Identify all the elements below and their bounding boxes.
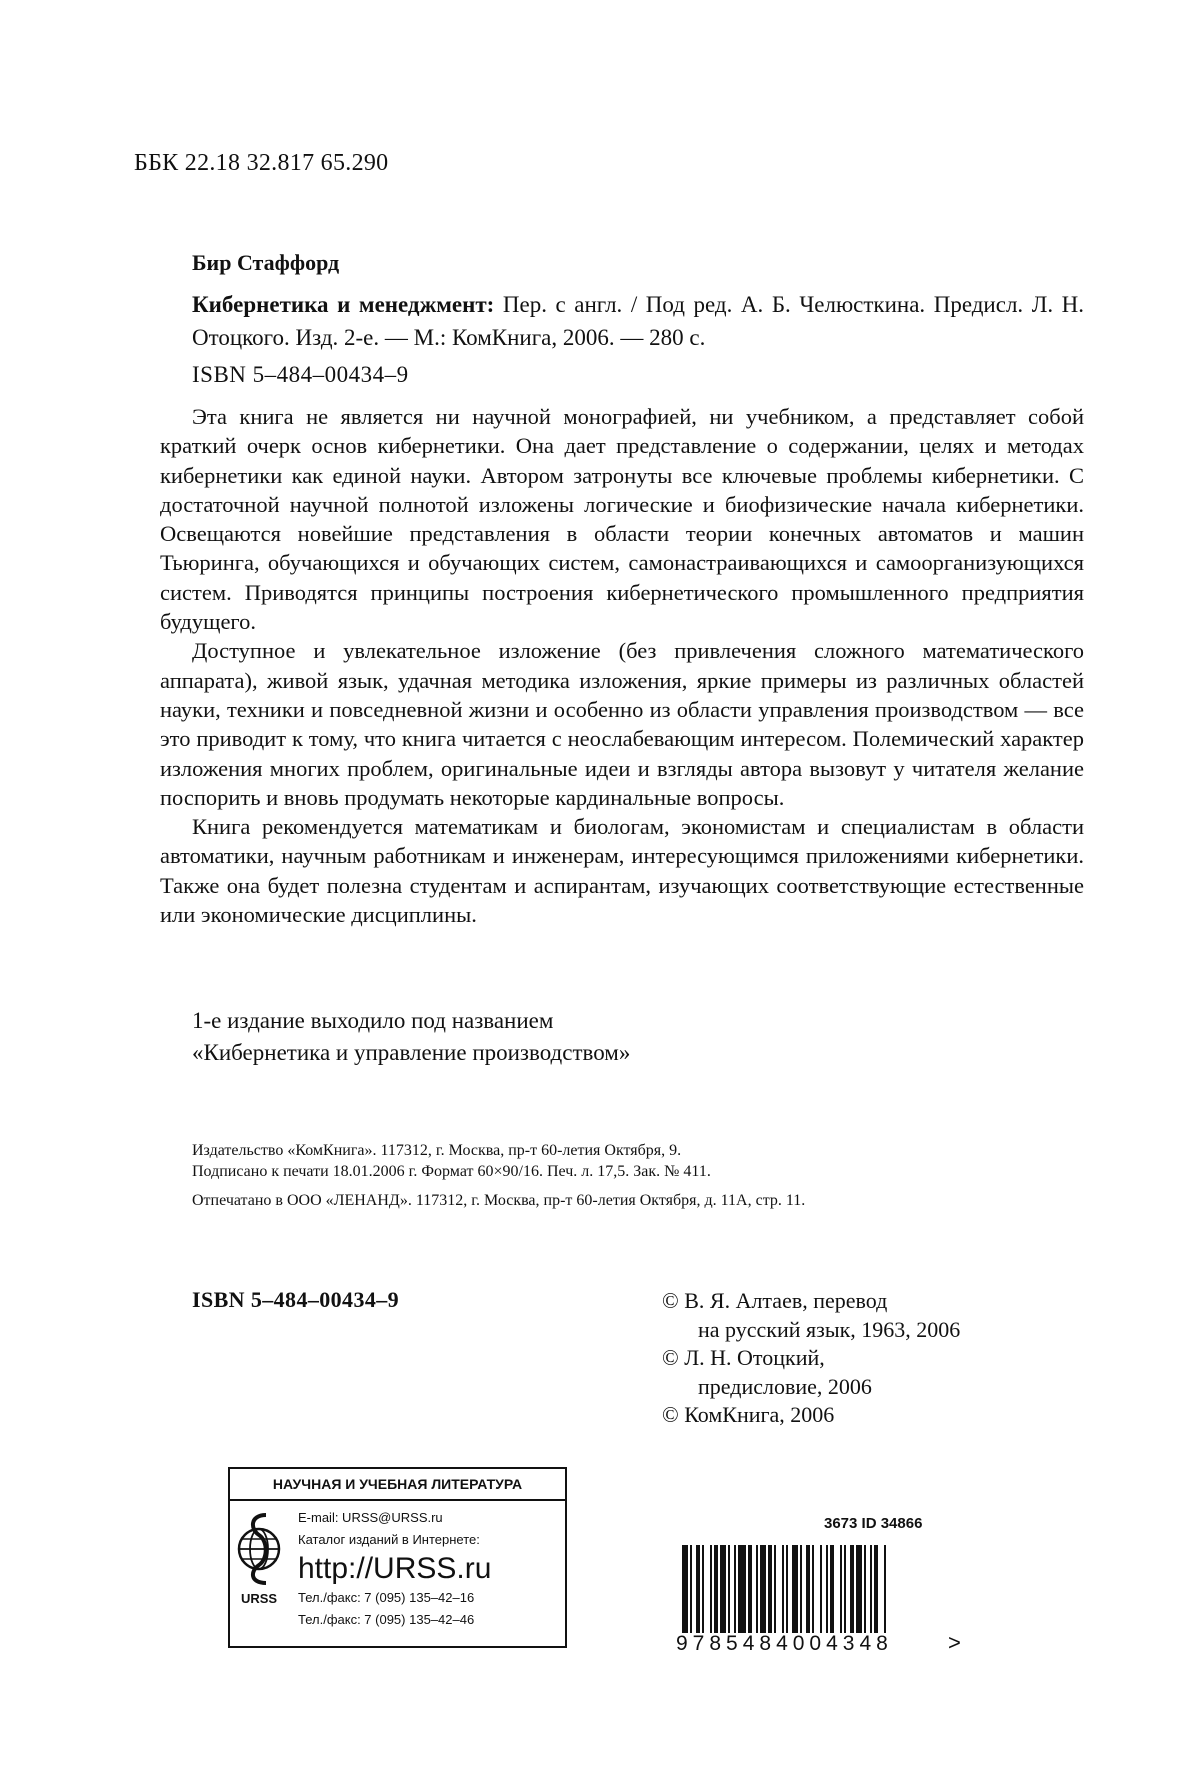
- urss-box-header: НАУЧНАЯ И УЧЕБНАЯ ЛИТЕРАТУРА: [230, 1469, 565, 1501]
- barcode-bar: [696, 1545, 700, 1633]
- abstract-paragraph: Доступное и увлекательное изложение (без привлечения сложного математического аппарата), живой язык, удачная методика изложения, яркие примеры из различных областей науки, техники и повседневной жизни и особенно из области управления производством — все это приводит к тому, что книга читается с неослабевающим интересом. Полемический характер изложения многих проблем, оригинальные идеи и взгляды автора вызовут у читателя желание поспорить и вновь продумать некоторые кардинальные вопросы.: [160, 638, 1084, 810]
- abstract-paragraph: Эта книга не является ни научной монографией, ни учебником, а представляет собой краткий очерк основ кибернетики. Она дает представление о содержании, целях и методах кибернетики как единой науки. Автором затронуты все ключевые проблемы кибернетики. С достаточной научной полнотой изложены логические и биофизические начала кибернетики. Освещаются новейшие представления в области теории конечных автоматов и машин Тьюринга, обучающихся и обучающих систем, самонастраивающихся и самоорганизующихся систем. Приводятся принципы построения кибернетического промышленного предприятия будущего.: [160, 404, 1084, 635]
- urss-info-box: [228, 1467, 567, 1648]
- print-signed-line: Подписано к печати 18.01.2006 г. Формат 60×90/16. Печ. л. 17,5. Зак. № 411.: [192, 1163, 711, 1180]
- barcode-bar: [756, 1545, 758, 1633]
- barcode-bar: [806, 1545, 810, 1633]
- copyright-translator-detail: на русский язык, 1963, 2006: [698, 1316, 961, 1342]
- barcode-bar: [786, 1545, 788, 1633]
- barcode-bar: [826, 1545, 828, 1633]
- barcode-bar: [760, 1545, 766, 1633]
- barcode-bar: [840, 1545, 842, 1633]
- bibliographic-record: [192, 288, 1084, 354]
- barcode-bar: [710, 1545, 712, 1633]
- barcode-bar: [782, 1545, 784, 1633]
- urss-logo-text: URSS: [240, 1591, 278, 1606]
- barcode-bar: [738, 1545, 746, 1633]
- urss-phone: Тел./факс: 7 (095) 135–42–16: [298, 1590, 475, 1605]
- barcode-bar: [748, 1545, 752, 1633]
- barcode-bar: [830, 1545, 834, 1633]
- copyright-block: [662, 1287, 960, 1430]
- first-edition-line: 1-е издание выходило под названием: [192, 1008, 554, 1033]
- printer-line: Отпечатано в ООО «ЛЕНАНД». 117312, г. Москва, пр-т 60-летия Октября, д. 11А, стр. 11.: [192, 1192, 806, 1209]
- barcode-arrow: >: [948, 1630, 961, 1655]
- copyright-translator: © В. Я. Алтаев, перевод: [662, 1288, 888, 1313]
- barcode-bar: [702, 1545, 704, 1633]
- urss-logo: [236, 1509, 282, 1606]
- barcode-bar: [774, 1545, 776, 1633]
- barcode-digits: 9785484004348: [676, 1632, 893, 1655]
- urss-contacts: [298, 1507, 491, 1631]
- copyright-publisher: © КомКнига, 2006: [662, 1402, 835, 1427]
- barcode-bar: [864, 1545, 866, 1633]
- printing-imprint: [192, 1140, 805, 1211]
- barcode-bar: [870, 1545, 872, 1633]
- isbn-top: ISBN 5–484–00434–9: [192, 362, 409, 387]
- abstract: [160, 402, 1084, 929]
- book-title: Кибернетика и менеджмент:: [192, 292, 495, 317]
- publisher-line: Издательство «КомКнига». 117312, г. Москва, пр-т 60-летия Октября, 9.: [192, 1142, 682, 1159]
- barcode-bar: [820, 1545, 822, 1633]
- first-edition-title: «Кибернетика и управление производством»: [192, 1040, 631, 1065]
- barcode-bar: [682, 1545, 688, 1633]
- bbk-classification: ББК 22.18 32.817 65.290: [134, 150, 389, 176]
- barcode-bar: [812, 1545, 814, 1633]
- author-name: Бир Стаффорд: [192, 250, 340, 275]
- barcode-bar: [850, 1545, 854, 1633]
- barcode-bar: [792, 1545, 798, 1633]
- urss-catalog-label: Каталог изданий в Интернете:: [298, 1532, 480, 1547]
- abstract-paragraph: Книга рекомендуется математикам и биологам, экономистам и специалистам в области автоматики, научным работникам и инженерам, интересующимся приложениями кибернетики. Также она будет полезна студентам и аспирантам, изучающих соответствующие естественные или экономические дисциплины.: [160, 814, 1084, 928]
- bibliographic-details: Пер. с англ. / Под ред. А. Б. Челюсткина. Предисл. Л. Н. Отоцкого. Изд. 2-е. — М.: КомКнига, 2006. — 280 с.: [192, 292, 1084, 350]
- urss-globe-icon: [236, 1509, 282, 1589]
- barcode-bar: [714, 1545, 718, 1633]
- barcode-bar: [884, 1545, 886, 1633]
- barcode: [682, 1545, 942, 1633]
- barcode-code: 3673 ID 34866: [824, 1515, 923, 1532]
- urss-url[interactable]: http://URSS.ru: [298, 1552, 492, 1585]
- barcode-bar: [690, 1545, 692, 1633]
- isbn-bottom: ISBN 5–484–00434–9: [192, 1287, 400, 1312]
- barcode-bar: [844, 1545, 846, 1633]
- copyright-preface: © Л. Н. Отоцкий,: [662, 1345, 825, 1370]
- urss-phone: Тел./факс: 7 (095) 135–42–46: [298, 1612, 475, 1627]
- barcode-bar: [728, 1545, 730, 1633]
- barcode-bar: [874, 1545, 878, 1633]
- barcode-bar: [856, 1545, 862, 1633]
- barcode-bar: [800, 1545, 802, 1633]
- urss-email[interactable]: E-mail: URSS@URSS.ru: [298, 1510, 443, 1525]
- first-edition-note: [192, 1005, 630, 1069]
- barcode-bar: [768, 1545, 772, 1633]
- barcode-bar: [734, 1545, 736, 1633]
- copyright-preface-detail: предисловие, 2006: [698, 1373, 872, 1399]
- barcode-bar: [720, 1545, 726, 1633]
